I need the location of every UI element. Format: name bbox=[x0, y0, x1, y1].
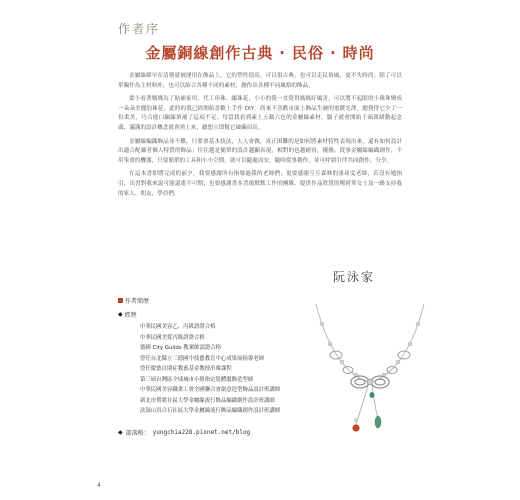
blog-label: 部落格： bbox=[125, 430, 150, 437]
page-title: 金屬銅線創作古典 ‧ 民俗 ‧ 時尚 bbox=[145, 44, 375, 62]
preface-paragraph: 在這本書即將完成的前夕，我要感謝所有指導過我的老師們；更要感謝互互森林的張琦雯老師，若沒有她指引，出書對我來說可能還遙不可期；也要感謝書本背後默默工作的團隊、提供作品欣賞的鄭碧華女士及一路支持我的家人、朋友、學員們。 bbox=[118, 171, 402, 197]
diamond-bullet-icon: ◆ bbox=[118, 311, 123, 318]
diamond-bullet-icon: ◆ bbox=[118, 429, 123, 436]
experience-heading bbox=[118, 310, 318, 319]
page-number: 4 bbox=[97, 482, 101, 489]
experience-item: 中華民國美容乙、丙級證證合格 bbox=[140, 324, 216, 330]
preface-paragraph: 從小看著媽媽為了貼補家用，代工串珠、繡珠花，小小的我一直覺得媽媽好厲害，可以將不起眼的小珠珠變成一朵朵美麗的珠花，此時的我已經開始喜歡上手作 DIY。尚來不喜歡市面上飾品生硬的電鍍光澤，總覺得它少了一份柔美，巧合進口銅線填補了這項不足；每當我看到素上五顏六色的金屬線素材，腦子就會開始千頭萬緒動起念頭，滿滿的設計概念就會湧上來，總想立即幫它破繭而出。 bbox=[118, 96, 402, 131]
preface-body bbox=[118, 72, 402, 203]
blog-line bbox=[118, 428, 250, 437]
experience-item: 中華民國美髮丙級證證合格 bbox=[140, 334, 205, 341]
experience-item: 新北市鶯歌社區大學金屬線流行飾品編織創作設計班講師 bbox=[140, 397, 275, 404]
experience-label: 經歷 bbox=[124, 312, 137, 319]
preface-paragraph: 金屬線編織飾品並不難，只要會基本技法，人人會做，真正困難的是如何將素材特性表現出來，還有如何設計出適合配戴者個人特質的飾品；往往越是簡單的設計越顯表現，相對的也越耐看，優雅。從事金屬線編織創作，不用笨重的機器，只要簡單的工具和小小空間，就可以隨處而安，隨時從事創作，並可呼朋引伴共同創作，分享。 bbox=[118, 138, 402, 164]
profile-heading-label: 作者簡歷 bbox=[125, 298, 150, 305]
necklace-photo bbox=[310, 300, 430, 450]
profile-heading bbox=[118, 296, 318, 305]
square-icon bbox=[118, 298, 123, 303]
experience-item: 中華民國美容職業工會全國聯合會創意造型飾品設計班講師 bbox=[140, 387, 281, 393]
experience-item: 曾任慶德自閉症教養基金教授串珠課程 bbox=[140, 366, 232, 372]
experience-item: 第三屆台灣區全球城市小姐指定髮體服飾造型師 bbox=[140, 376, 254, 383]
blog-link[interactable]: yungchia228.pixnet.net/blog bbox=[152, 429, 251, 436]
author-signature: 阮泳家 bbox=[333, 270, 376, 284]
section-label: 作者序 bbox=[118, 22, 161, 36]
author-profile bbox=[118, 296, 318, 417]
preface-paragraph: 金屬線緯早在清朝就被運用在飾品上，它的塑性很高，可以很古典，也可以走民俗風，更不失時尚；除了可以單獨作為主材料外，也可以結合各種不同的素材，創作出各種不同風格的飾品。 bbox=[118, 73, 402, 89]
experience-list bbox=[118, 322, 318, 417]
experience-item: 曾任台北縣立三德國中技藝教育中心成果展指導老師 bbox=[140, 355, 264, 362]
experience-item: 法鼓山真合石社區大學金屬線流行飾品編織創作設計班講師 bbox=[140, 408, 281, 414]
experience-item: 德國 City Guilds 教案師認證合格 bbox=[140, 345, 222, 351]
